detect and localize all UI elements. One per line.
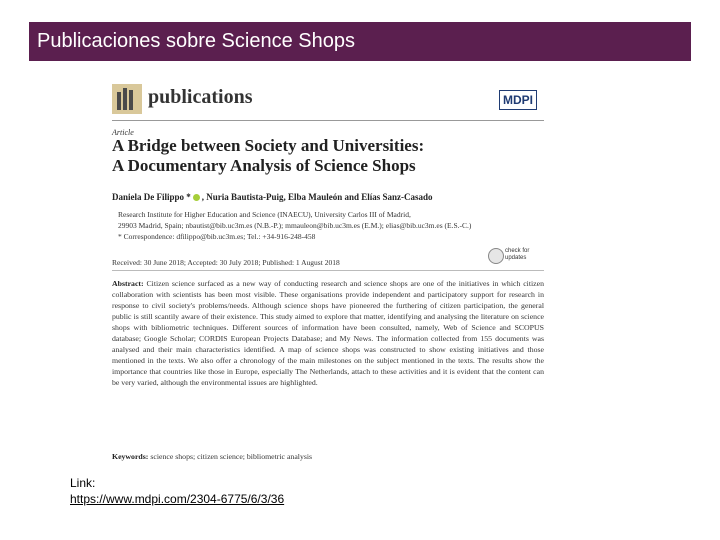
paper-link[interactable]: https://www.mdpi.com/2304-6775/6/3/36 xyxy=(70,492,285,506)
paper-title xyxy=(112,136,544,176)
affiliation-line-2: 29903 Madrid, Spain; nbautist@bib.uc3m.es (N.B.-P.); mmauleon@bib.uc3m.es (E.M.); elias@bib.uc3m.es (E.S.-C.) xyxy=(118,221,472,230)
check-for-updates-badge xyxy=(488,246,534,264)
mdpi-logo: MDPI xyxy=(499,90,537,110)
paper-title-line-1: A Bridge between Society and Universities: xyxy=(112,136,425,155)
paper-title-line-2: A Documentary Analysis of Science Shops xyxy=(112,156,416,175)
publication-dates: Received: 30 June 2018; Accepted: 30 July 2018; Published: 1 August 2018 xyxy=(112,258,340,267)
publications-logo-icon xyxy=(112,84,142,114)
orcid-icon xyxy=(193,194,200,201)
check-updates-icon xyxy=(488,248,504,264)
slide-header xyxy=(29,22,691,61)
keywords xyxy=(112,452,544,461)
journal-name: publications xyxy=(148,86,253,108)
paper-screenshot xyxy=(104,80,552,468)
keywords-text: science shops; citizen science; bibliometric analysis xyxy=(150,452,313,461)
abstract-text: Citizen science surfaced as a new way of conducting research and science shops are one of the initiatives in which citizen collaboration with scientists has been most visible. These organisations provide independent and participatory support for research in response to civil society's problems/needs. Although science shops have pioneered the furthering of citizen participation, the general public is still scantily aware of their existence. This study aimed to explore that matter, identifying and analysing the literature on science shops with bibliometric techniques. Different sources of information have been consulted, namely, Web of Science and SCOPUS database; Google Scholar; CORDIS European Projects Database; and My News. The information collected from 155 documents was analysed and their main characteristics identified. A map of science shops was constructed to show existing initiatives and those mentioned in the texts. We also offer a chronology of the main milestones on the subject mentioned in the texts. The results show the importance that countries like those in Europe, especially The Netherlands, attach to these activities and it is evident that the content can be very varied, although the environmental issues are highlighted. xyxy=(112,279,544,387)
check-updates-line-2: updates xyxy=(505,255,527,261)
divider xyxy=(112,120,544,121)
check-updates-line-1: check for xyxy=(505,248,530,254)
keywords-label: Keywords: xyxy=(112,452,149,461)
link-label: Link: xyxy=(70,476,96,490)
author-rest: , Nuria Bautista-Puig, Elba Mauleón and Elías Sanz-Casado xyxy=(201,192,433,202)
correspondence: * Correspondence: dfilippo@bib.uc3m.es; Tel.: +34-916-248-458 xyxy=(118,232,316,241)
abstract xyxy=(112,278,544,388)
affiliation-line-1: Research Institute for Higher Education and Science (INAECU), University Carlos III of Madrid, xyxy=(118,210,411,219)
author-first: Daniela De Filippo * xyxy=(112,192,191,202)
slide-title: Publicaciones sobre Science Shops xyxy=(37,30,355,52)
abstract-label: Abstract: xyxy=(112,279,144,288)
divider xyxy=(112,270,544,271)
paper-authors xyxy=(112,192,544,202)
article-type: Article xyxy=(112,128,134,137)
